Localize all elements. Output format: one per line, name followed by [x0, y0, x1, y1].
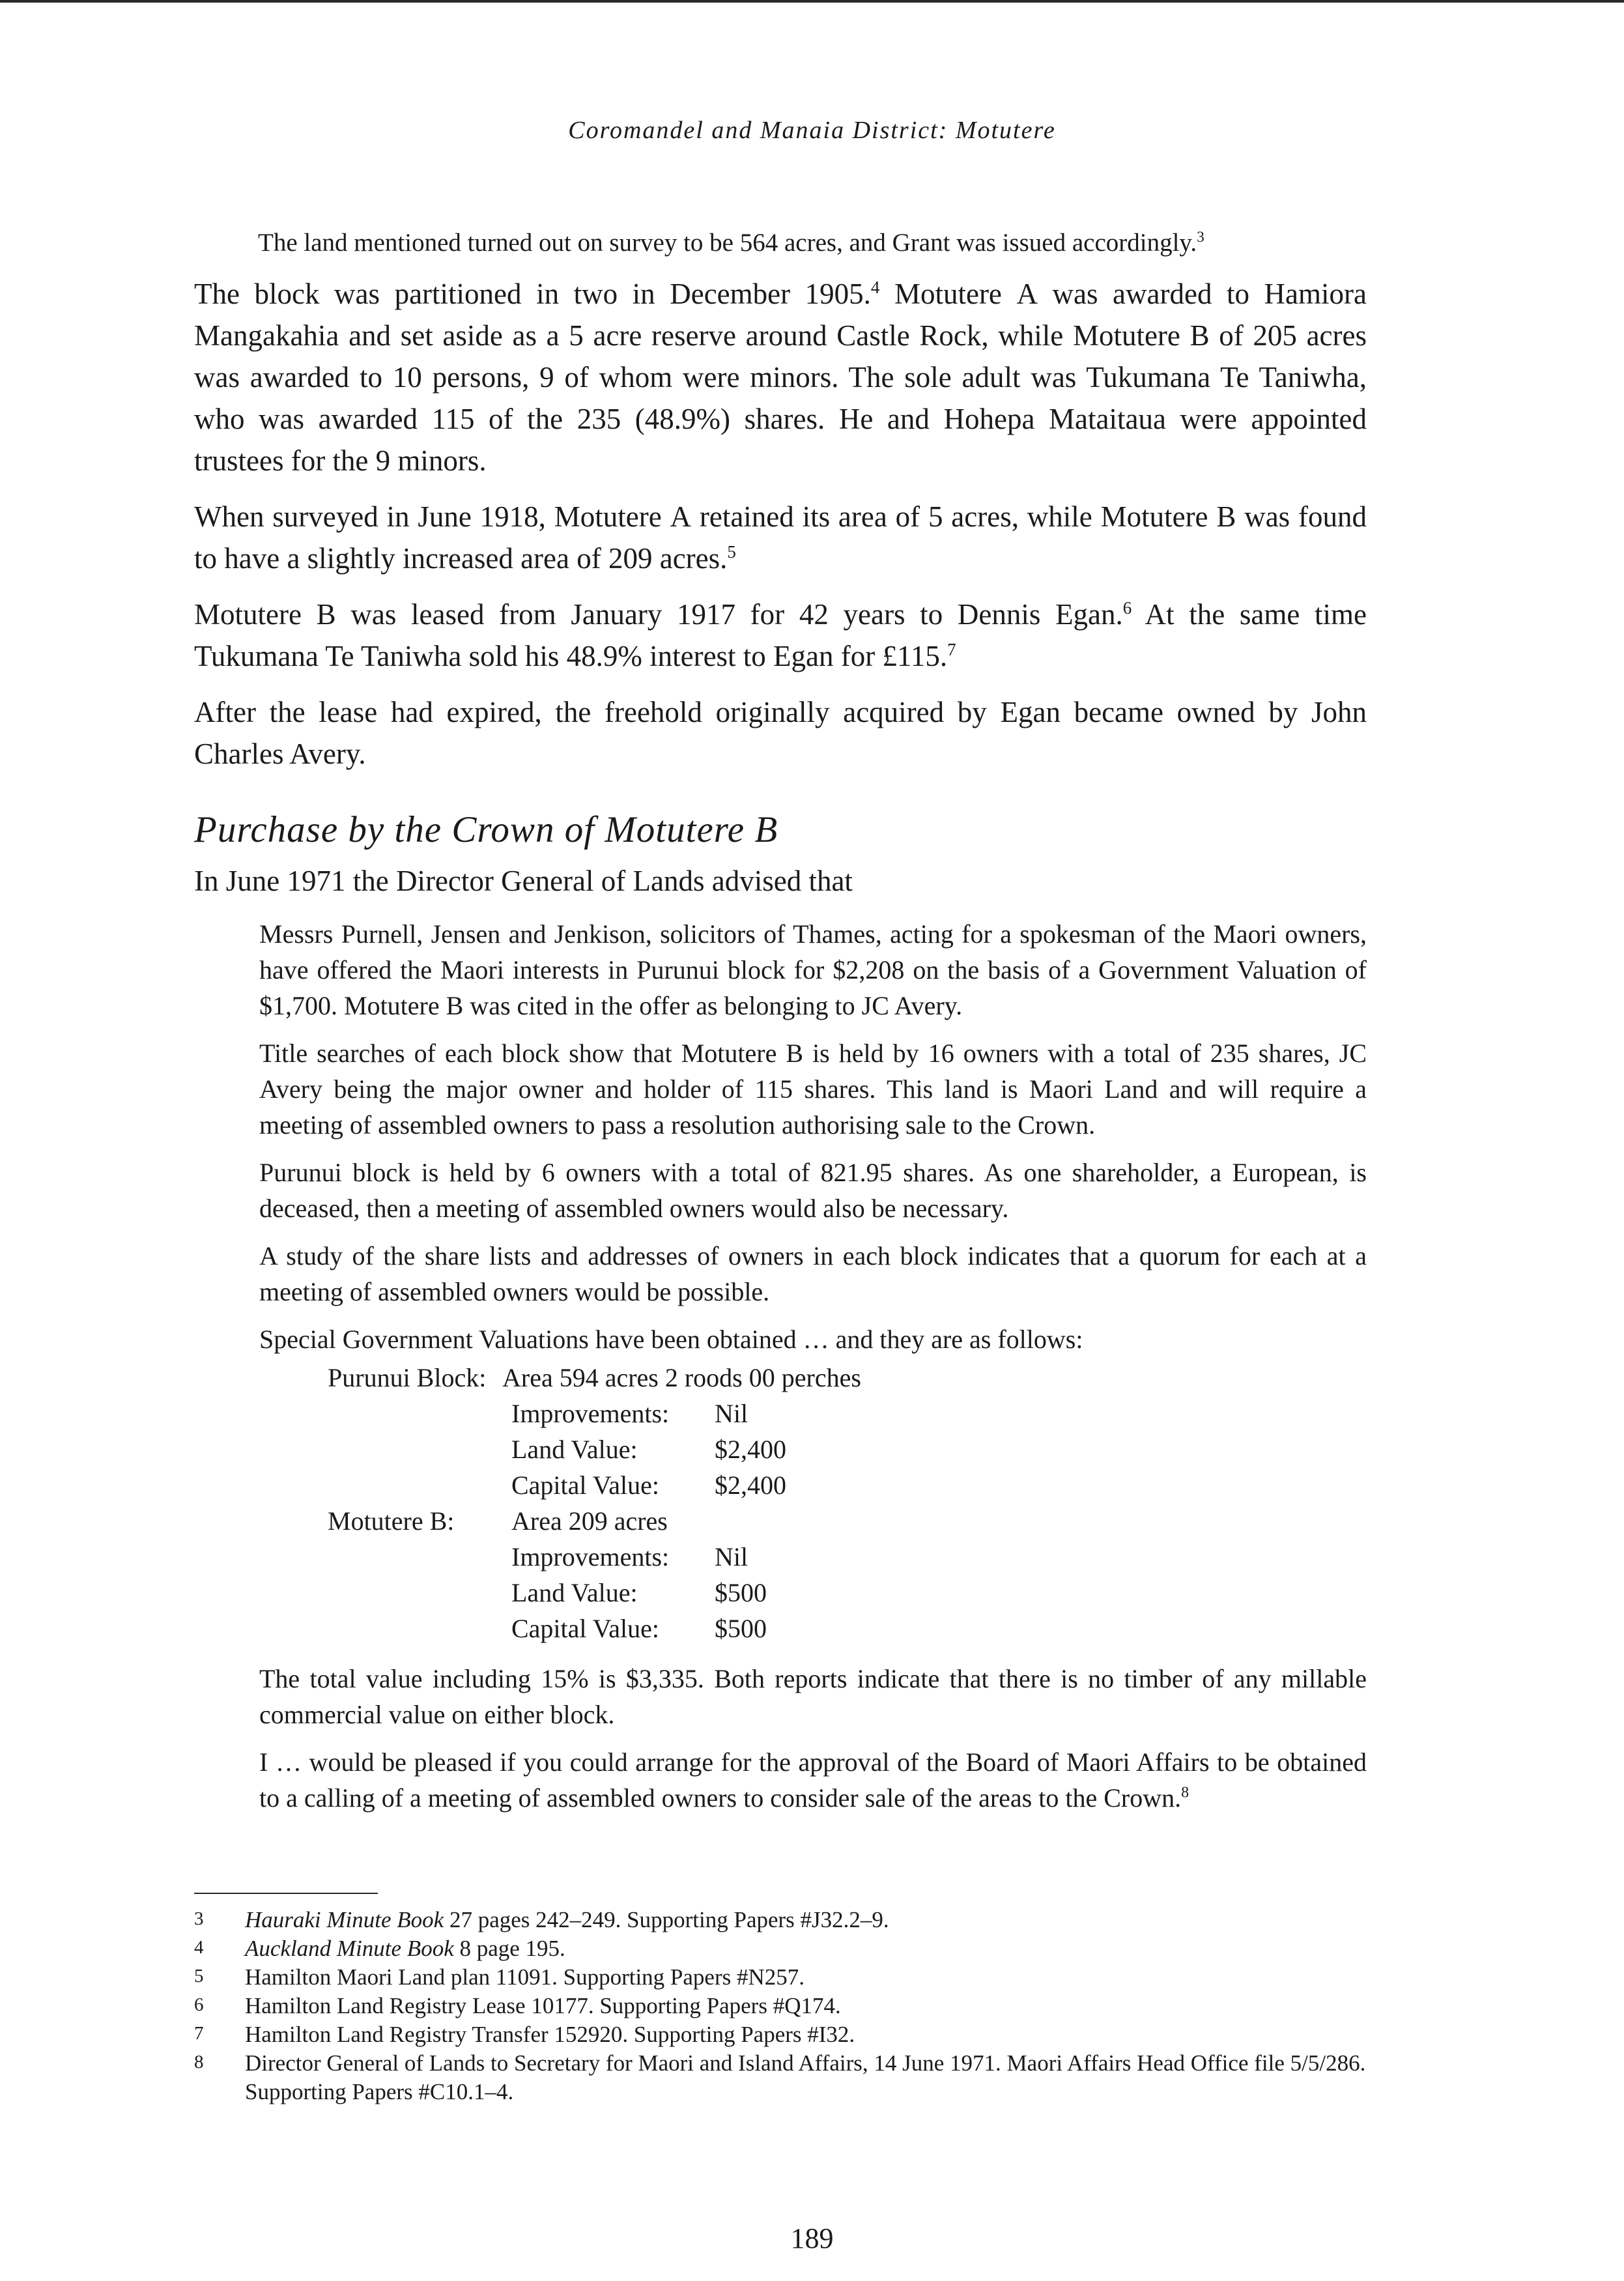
table-row	[328, 1360, 878, 1396]
footnote-detail: Hamilton Land Registry Transfer 152920. Supporting Papers #I32.	[245, 2022, 855, 2047]
empty-cell	[328, 1396, 511, 1431]
paragraph-text: of 205 acres was awarded to 10 persons, 9 of whom were minors. The sole adult was Tukumana Te Taniwha, who was awarded 115 of the 235 (48.9%) shares. He and Hohepa Mataitaua were appointed trustees for the 9 minors.	[194, 319, 1367, 477]
footnote-detail: Hamilton Land Registry Lease 10177. Supporting Papers #Q174.	[245, 1993, 841, 2018]
capital-value-label: Capital Value:	[511, 1470, 659, 1500]
land-value: $500	[715, 1578, 767, 1607]
page-number: 189	[790, 2222, 834, 2254]
quote-paragraph: Purunui block is held by 6 owners with a total of 821.95 shares. As one shareholder, a European, is deceased, then a meeting of assembled owners would also be necessary.	[259, 1158, 1367, 1223]
paragraph-partition	[194, 273, 1367, 481]
intro-paragraph: In June 1971 the Director General of Lands advised that	[194, 865, 853, 897]
empty-cell	[328, 1431, 511, 1467]
improvements-label: Improvements:	[511, 1399, 670, 1428]
footnote-ref[interactable]: 3	[1197, 229, 1204, 246]
paragraph-survey-1918	[194, 496, 1367, 579]
table-row	[328, 1467, 878, 1503]
footnote-ref[interactable]: 8	[1181, 1784, 1190, 1801]
paragraph-text: was leased from January 1917 for 42 years to Dennis Egan.	[335, 598, 1123, 631]
footnote-detail: Hamilton Maori Land plan 11091. Supporting Papers #N257.	[245, 1964, 805, 1990]
footnote-detail: Director General of Lands to Secretary for Maori and Island Affairs, 14 June 1971. Maori Affairs Head Office file 5/5/286. Supporting Papers #C10.1–4.	[245, 2050, 1366, 2104]
block-letter: B	[1190, 319, 1210, 352]
footnote-detail: 27 pages 242–249. Supporting Papers #J32.2–9.	[444, 1907, 889, 1932]
empty-cell	[328, 1539, 511, 1575]
paragraph-text: When surveyed in June 1918, Motutere	[194, 500, 670, 533]
footnote-source-title: Hauraki Minute Book	[245, 1907, 444, 1932]
footnote-ref[interactable]: 7	[947, 640, 956, 659]
block-quote	[259, 916, 1367, 1816]
quote-paragraph: The total value including 15% is $3,335. Both reports indicate that there is no timber of any millable commercial value on either block.	[259, 1664, 1367, 1729]
running-head: Coromandel and Manaia District: Motutere	[568, 117, 1056, 144]
quote-paragraph: Messrs Purnell, Jensen and Jenkison, solicitors of Thames, acting for a spokesman of the Maori owners, have offered the Maori interests in Purunui block for $2,208 on the basis of a Government Valuation of $1,700. Motutere B was cited in the offer as belonging to JC Avery.	[259, 919, 1367, 1020]
paragraph-freehold: After the lease had expired, the freehold originally acquired by Egan became owned by John Charles Avery.	[194, 696, 1367, 770]
table-row	[328, 1396, 878, 1431]
improvements-value: Nil	[715, 1399, 748, 1428]
block-letter: B	[316, 598, 336, 631]
footnote-text	[245, 1963, 1367, 1992]
block-label: Purunui Block:	[328, 1363, 487, 1392]
paragraph-text: Motutere	[879, 278, 1017, 310]
valuation-table	[328, 1360, 878, 1646]
footnote	[194, 2020, 1367, 2049]
paragraph-text: At the same time Tukumana Te Taniwha sold his 48.9% interest to Egan for £115.	[194, 598, 1367, 672]
improvements-value: Nil	[715, 1542, 748, 1571]
table-row	[328, 1431, 878, 1467]
block-letter: A	[670, 500, 692, 533]
footnote-detail: 8 page 195.	[453, 1936, 565, 1961]
paragraph-lease	[194, 594, 1367, 677]
land-value: $2,400	[715, 1435, 786, 1464]
footnote-text	[245, 1934, 1367, 1963]
heading-text: Purchase by the Crown of Motutere	[194, 809, 755, 850]
improvements-label: Improvements:	[511, 1542, 670, 1571]
footnote	[194, 1934, 1367, 1963]
section-heading	[194, 809, 1367, 851]
footnote-number: 8	[194, 2052, 204, 2073]
footnote-text	[245, 2049, 1367, 2106]
block-area: Area 209 acres	[511, 1506, 668, 1536]
land-value-label: Land Value:	[511, 1435, 638, 1464]
block-letter: B	[1216, 500, 1236, 533]
footnote-text	[245, 2020, 1367, 2049]
footnote-source-title: Auckland Minute Book	[245, 1936, 454, 1961]
table-row	[328, 1503, 878, 1539]
table-row	[328, 1539, 878, 1575]
table-row	[328, 1575, 878, 1611]
paragraph-text: Motutere	[194, 598, 317, 631]
paragraph-text: The land mentioned turned out on survey to be 564 acres, and Grant was issued accordingly.	[258, 229, 1197, 257]
footnote-ref[interactable]: 4	[870, 278, 880, 297]
footnote-ref[interactable]: 6	[1122, 598, 1132, 618]
quote-text: I … would be pleased if you could arrange for the approval of the Board of Maori Affairs to be obtained to a calling of a meeting of assembled owners to consider sale of the areas to the Crown.	[259, 1747, 1367, 1813]
footnote	[194, 1992, 1367, 2020]
paragraph-survey	[194, 225, 1367, 261]
footnote-number: 6	[194, 1994, 204, 2015]
quote-paragraph: Special Government Valuations have been obtained … and they are as follows:	[259, 1325, 1083, 1354]
empty-cell	[328, 1611, 511, 1646]
footnote-number: 7	[194, 2023, 204, 2044]
capital-value-label: Capital Value:	[511, 1614, 659, 1643]
table-row	[328, 1611, 878, 1646]
land-value-label: Land Value:	[511, 1578, 638, 1607]
quote-paragraph: A study of the share lists and addresses of owners in each block indicates that a quorum for each at a meeting of assembled owners would be possible.	[259, 1241, 1367, 1306]
block-letter: B	[754, 809, 778, 850]
paragraph-text: was found to have a slightly increased area of 209 acres.	[194, 500, 1367, 575]
paragraph-text: retained its area of 5 acres, while Motutere	[691, 500, 1217, 533]
capital-value: $2,400	[715, 1470, 786, 1500]
empty-cell	[328, 1575, 511, 1611]
top-border-rule	[0, 0, 1624, 3]
footnote-rule	[194, 1893, 378, 1894]
footnote-number: 4	[194, 1937, 204, 1958]
footnote	[194, 2049, 1367, 2106]
empty-cell	[328, 1467, 511, 1503]
footnote-text	[245, 1992, 1367, 2020]
paragraph-text: The block was partitioned in two in December 1905.	[194, 278, 871, 310]
footnote	[194, 1906, 1367, 1934]
footnote-ref[interactable]: 5	[727, 542, 736, 562]
footnote	[194, 1963, 1367, 1992]
block-label: Motutere B:	[328, 1506, 455, 1536]
paragraph-text: was awarded to Hamiora Mangakahia and set aside as a 5 acre reserve around Castle Rock, while Motutere	[194, 278, 1367, 352]
footnote-text	[245, 1906, 1367, 1934]
quote-paragraph	[259, 1744, 1367, 1816]
block-area: Area 594 acres 2 roods 00 perches	[502, 1363, 861, 1392]
block-letter: A	[1016, 278, 1038, 310]
footnote-number: 3	[194, 1908, 204, 1929]
capital-value: $500	[715, 1614, 767, 1643]
footnote-number: 5	[194, 1966, 204, 1987]
quote-paragraph: Title searches of each block show that Motutere B is held by 16 owners with a total of 235 shares, JC Avery being the major owner and holder of 115 shares. This land is Maori Land and will require a meeting of assembled owners to pass a resolution authorising sale to the Crown.	[259, 1039, 1367, 1140]
footnotes	[194, 1906, 1367, 2106]
main-content	[194, 225, 1367, 1828]
